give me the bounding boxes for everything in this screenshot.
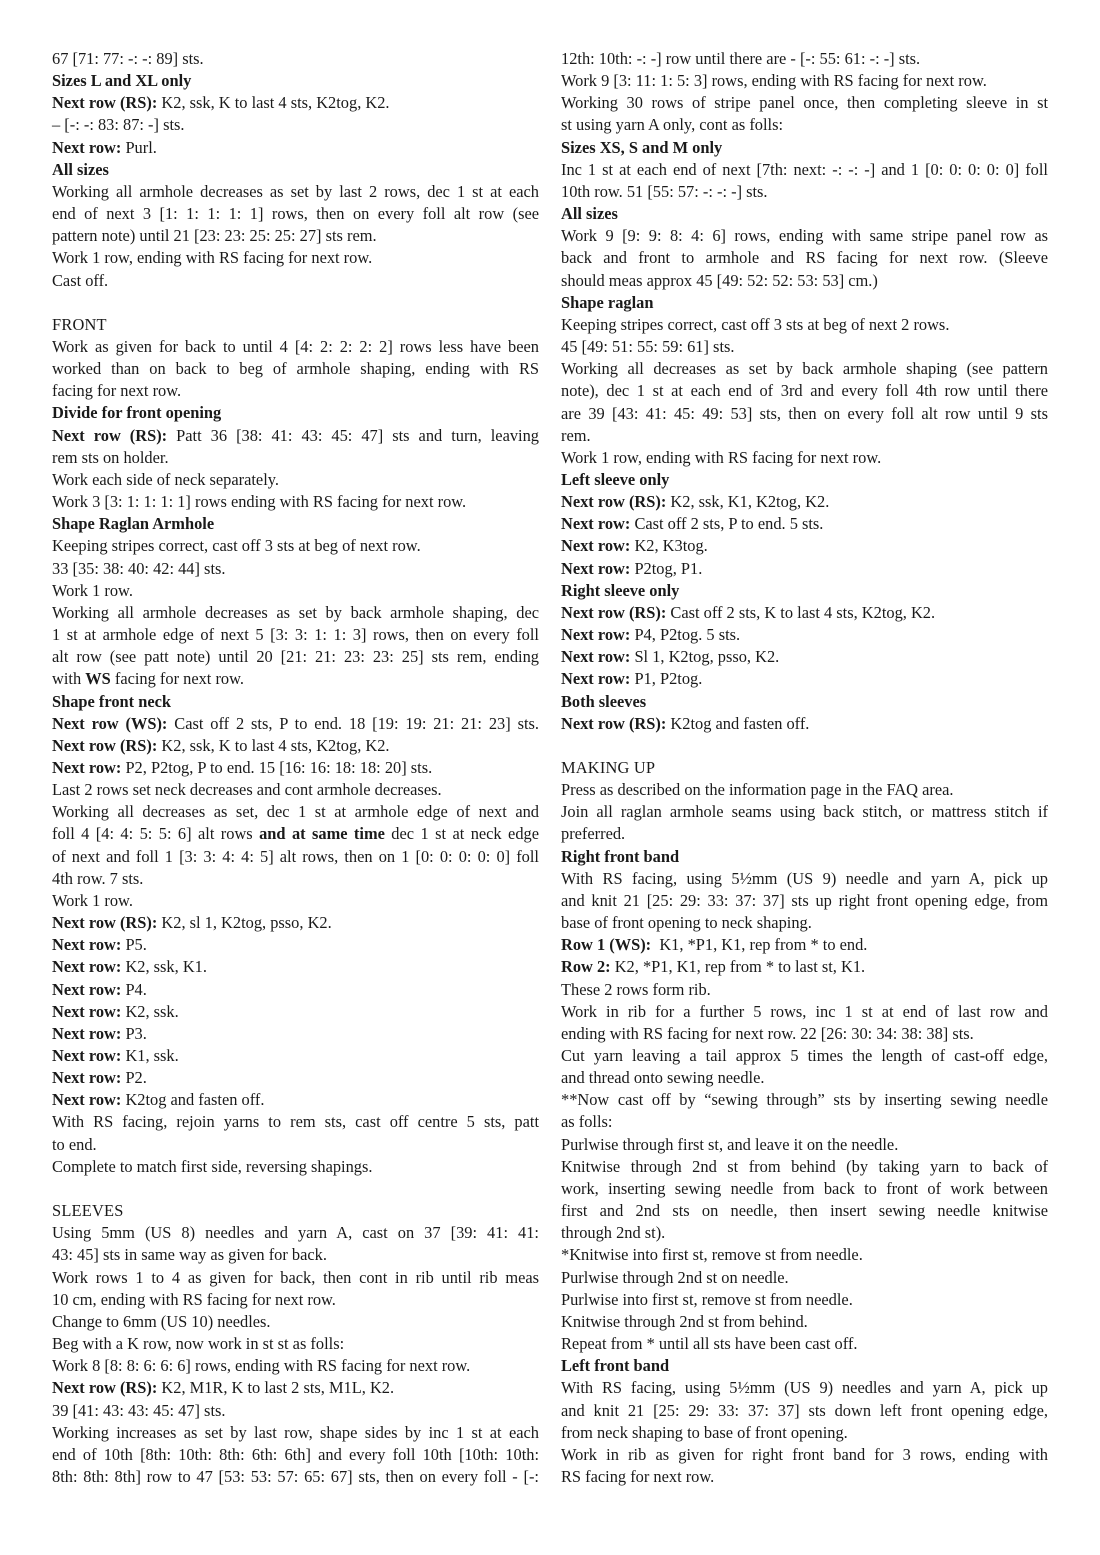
- text-line: Repeat from * until all sts have been cast off.: [561, 1334, 858, 1354]
- text-line: These 2 rows form rib.: [561, 979, 711, 999]
- row-label: Next row (RS):: [52, 93, 158, 113]
- text-line: rem sts on holder.: [52, 447, 169, 467]
- instruction-row: [52, 1045, 539, 1067]
- text-line: Work rows 1 to 4 as given for back, then cont in rib until rib meas: [52, 1267, 539, 1287]
- text-line: With RS facing, rejoin yarns to rem sts, cast off centre 5 sts, patt: [52, 1112, 539, 1132]
- row-text: K2, ssk, K to last 4 sts, K2tog, K2.: [157, 735, 390, 755]
- row-label: Next row:: [52, 957, 122, 977]
- text-line: base of front opening to neck shaping.: [561, 913, 812, 933]
- text-line: Cast off.: [52, 270, 109, 290]
- text-line: Working 30 rows of stripe panel once, then completing sleeve in st: [561, 93, 1048, 113]
- text-line: 43: 45] sts in same way as given for back.: [52, 1245, 327, 1265]
- instruction-row: [52, 1001, 539, 1023]
- text-line: Work each side of neck separately.: [52, 469, 279, 489]
- text-span: dec 1 st at neck edge: [384, 824, 539, 844]
- text-line: Join all raglan armhole seams using back stitch, or mattress stitch if: [561, 802, 1048, 822]
- row-label: Row 1 (WS):: [561, 935, 652, 955]
- row-label: Row 2:: [561, 957, 611, 977]
- text-line: RS facing for next row.: [561, 1466, 715, 1486]
- row-label: Next row (RS):: [561, 492, 667, 512]
- section-title-sleeves: SLEEVES: [52, 1201, 124, 1221]
- size-heading: Sizes L and XL only: [52, 71, 192, 91]
- text-line: Purlwise through 2nd st on needle.: [561, 1267, 789, 1287]
- subsection-heading: Left sleeve only: [561, 469, 670, 489]
- text-line: Working all decreases as set by back armhole shaping (see pattern: [561, 359, 1048, 379]
- text-line: – [-: -: 83: 87: -] sts.: [52, 115, 185, 135]
- text-line: Knitwise through 2nd st from behind.: [561, 1311, 808, 1331]
- text-line: Work 9 [9: 9: 8: 4: 6] rows, ending with same stripe panel row as: [561, 226, 1048, 246]
- text-line: are 39 [43: 41: 45: 49: 53] sts, then on every foll alt row until 9 sts: [561, 403, 1048, 423]
- row-text: K2, *P1, K1, rep from * to last st, K1.: [610, 957, 866, 977]
- row-text: P5.: [121, 935, 147, 955]
- row-label: Next row (RS):: [561, 602, 667, 622]
- row-label: Next row (RS):: [52, 735, 158, 755]
- text-line: as folls:: [561, 1112, 613, 1132]
- instruction-row: [561, 646, 1048, 668]
- row-label: Next row:: [561, 647, 631, 667]
- text-line: With RS facing, using 5½mm (US 9) needles and yarn A, pick up: [561, 1378, 1048, 1398]
- size-heading: Sizes XS, S and M only: [561, 137, 723, 157]
- row-text: P3.: [121, 1023, 147, 1043]
- text-line: and thread onto sewing needle.: [561, 1068, 765, 1088]
- row-text: K2, M1R, K to last 2 sts, M1L, K2.: [157, 1378, 395, 1398]
- text-line: preferred.: [561, 824, 626, 844]
- row-text: K2, ssk.: [121, 1001, 179, 1021]
- text-line: ending with RS facing for next row. 22 [26: 30: 34: 38: 38] sts.: [561, 1023, 974, 1043]
- subsection-heading: Shape raglan: [561, 292, 654, 312]
- text-line: 8th: 8th: 8th] row to 47 [53: 53: 57: 65: 67] sts, then on every foll - [-:: [52, 1466, 539, 1486]
- row-label: Next row:: [52, 1023, 122, 1043]
- instruction-row: [52, 713, 539, 735]
- instruction-row: [52, 1089, 539, 1111]
- row-label: Next row:: [52, 1068, 122, 1088]
- text-line: work, inserting sewing needle from back to front of work between: [561, 1178, 1048, 1198]
- text-line: 12th: 10th: -: -] row until there are - [-: 55: 61: -: -] sts.: [561, 49, 921, 68]
- text-line: worked than on back to beg of armhole shaping, ending with RS: [52, 359, 539, 379]
- text-line: 39 [41: 43: 43: 45: 47] sts.: [52, 1400, 226, 1420]
- row-label: Next row:: [52, 1046, 122, 1066]
- row-text: K2, K3tog.: [630, 536, 708, 556]
- row-text: P2, P2tog, P to end. 15 [16: 16: 18: 18: 20] sts.: [121, 757, 433, 777]
- text-span: facing for next row.: [110, 669, 244, 689]
- text-line: 45 [49: 51: 55: 59: 61] sts.: [561, 337, 735, 357]
- text-line: 33 [35: 38: 40: 42: 44] sts.: [52, 558, 226, 578]
- row-label: Next row:: [52, 757, 122, 777]
- text-line: Work in rib as given for right front band for 3 rows, ending with: [561, 1444, 1048, 1464]
- text-line: Work 1 row, ending with RS facing for next row.: [561, 447, 882, 467]
- row-text: Cast off 2 sts, K to last 4 sts, K2tog, K2.: [666, 602, 936, 622]
- row-text: Sl 1, K2tog, psso, K2.: [630, 647, 780, 667]
- text-line: Work as given for back to until 4 [4: 2: 2: 2: 2] rows less have been: [52, 337, 539, 357]
- emphasis-text: WS: [85, 669, 111, 689]
- row-label: Next row (RS):: [52, 1378, 158, 1398]
- text-line: alt row (see patt note) until 20 [21: 21: 23: 23: 25] sts rem, ending: [52, 647, 539, 667]
- text-line: Purlwise into first st, remove st from needle.: [561, 1289, 853, 1309]
- text-line: and knit 21 [25: 29: 33: 37: 37] sts up right front opening edge, from: [561, 890, 1048, 910]
- row-text: P4, P2tog. 5 sts.: [630, 625, 741, 645]
- text-line: Inc 1 st at each end of next [7th: next: -: -: -] and 1 [0: 0: 0: 0: 0] foll: [561, 159, 1048, 179]
- row-text: P1, P2tog.: [630, 669, 703, 689]
- instruction-row: [561, 602, 1048, 624]
- text-line: Work 8 [8: 8: 6: 6: 6] rows, ending with RS facing for next row.: [52, 1356, 471, 1376]
- instruction-row: [52, 956, 539, 978]
- row-label: Next row:: [561, 558, 631, 578]
- row-text: K2, ssk, K to last 4 sts, K2tog, K2.: [157, 93, 390, 113]
- instruction-row: [561, 713, 1048, 735]
- text-line: With RS facing, using 5½mm (US 9) needle and yarn A, pick up: [561, 868, 1048, 888]
- instruction-row: [52, 92, 539, 114]
- text-line: Using 5mm (US 8) needles and yarn A, cast on 37 [39: 41: 41:: [52, 1223, 539, 1243]
- text-line: first and 2nd sts on needle, then insert sewing needle knitwise: [561, 1201, 1048, 1221]
- instruction-row: [561, 668, 1048, 690]
- text-line: Last 2 rows set neck decreases and cont armhole decreases.: [52, 780, 442, 800]
- text-line: Working increases as set by last row, shape sides by inc 1 st at each: [52, 1422, 539, 1442]
- row-text: Patt 36 [38: 41: 43: 45: 47] sts and turn, leaving: [167, 425, 539, 445]
- row-text: K2tog and fasten off.: [666, 713, 810, 733]
- instruction-row: [561, 513, 1048, 535]
- text-line: end of 10th [8th: 10th: 8th: 6th: 6th] and every foll 10th [10th: 10th:: [52, 1444, 539, 1464]
- row-text: K2, ssk, K1, K2tog, K2.: [666, 492, 830, 512]
- row-text: P2tog, P1.: [630, 558, 703, 578]
- subsection-heading: Right sleeve only: [561, 580, 680, 600]
- text-line: rem.: [561, 425, 591, 445]
- row-text: P2.: [121, 1068, 147, 1088]
- row-label: Next row:: [561, 536, 631, 556]
- text-line: Beg with a K row, now work in st st as folls:: [52, 1334, 345, 1354]
- row-text: K2tog and fasten off.: [121, 1090, 265, 1110]
- text-line: *Knitwise into first st, remove st from needle.: [561, 1245, 863, 1265]
- row-label: Next row:: [561, 514, 631, 534]
- text-line: Work in rib for a further 5 rows, inc 1 st at end of last row and: [561, 1001, 1048, 1021]
- text-line: Work 3 [3: 1: 1: 1: 1] rows ending with RS facing for next row.: [52, 492, 467, 512]
- text-line: Keeping stripes correct, cast off 3 sts at beg of next row.: [52, 536, 421, 556]
- instruction-row: [561, 624, 1048, 646]
- text-line: Work 1 row, ending with RS facing for next row.: [52, 248, 373, 268]
- section-title-making-up: MAKING UP: [561, 757, 656, 777]
- text-line: to end.: [52, 1134, 97, 1154]
- text-line: Working all armhole decreases as set by last 2 rows, dec 1 st at each: [52, 181, 539, 201]
- row-label: Next row (RS):: [52, 913, 158, 933]
- instruction-row: [52, 1023, 539, 1045]
- text-line: Keeping stripes correct, cast off 3 sts at beg of next 2 rows.: [561, 314, 950, 334]
- subsection-heading: Shape Raglan Armhole: [52, 514, 215, 534]
- text-line: through 2nd st).: [561, 1223, 666, 1243]
- row-text: K2, sl 1, K2tog, psso, K2.: [157, 913, 332, 933]
- instruction-row: [52, 934, 539, 956]
- instruction-row: [561, 535, 1048, 557]
- row-label: Next row:: [52, 1001, 122, 1021]
- text-line: Complete to match first side, reversing shapings.: [52, 1156, 373, 1176]
- instruction-row: [52, 1067, 539, 1089]
- text-line: 10 cm, ending with RS facing for next row.: [52, 1289, 336, 1309]
- subsection-heading: Shape front neck: [52, 691, 171, 711]
- row-text: K1, ssk.: [121, 1046, 179, 1066]
- row-label: Next row:: [52, 1090, 122, 1110]
- text-line: should meas approx 45 [49: 52: 52: 53: 53] cm.): [561, 270, 878, 290]
- text-span: foll 4 [4: 4: 5: 5: 6] alt rows: [52, 824, 260, 844]
- row-label: Next row:: [52, 979, 122, 999]
- text-line: Working all armhole decreases as set by back armhole shaping, dec: [52, 602, 539, 622]
- text-line: Press as described on the information page in the FAQ area.: [561, 780, 954, 800]
- instruction-row: [52, 425, 539, 447]
- emphasis-text: and at same time: [259, 824, 385, 844]
- instruction-row: [52, 757, 539, 779]
- instruction-row: [52, 979, 539, 1001]
- text-line: 4th row. 7 sts.: [52, 868, 144, 888]
- subsection-heading: Divide for front opening: [52, 403, 222, 423]
- subsection-heading: Right front band: [561, 846, 680, 866]
- row-text: Cast off 2 sts, P to end. 18 [19: 19: 21: 21: 23] sts.: [167, 713, 539, 733]
- text-line: [52, 823, 539, 845]
- text-line: 67 [71: 77: -: -: 89] sts.: [52, 49, 204, 68]
- row-text: Cast off 2 sts, P to end. 5 sts.: [630, 514, 824, 534]
- text-line: of next and foll 1 [3: 3: 4: 4: 5] alt rows, then on 1 [0: 0: 0: 0: 0] foll: [52, 846, 539, 866]
- size-heading: All sizes: [561, 204, 618, 224]
- text-line: and knit 21 [25: 29: 33: 37: 37] sts down left front opening edge,: [561, 1400, 1048, 1420]
- text-line: end of next 3 [1: 1: 1: 1: 1] rows, then on every foll alt row (see: [52, 204, 539, 224]
- row-text: P4.: [121, 979, 147, 999]
- text-line: Work 1 row.: [52, 580, 133, 600]
- row-label: Next row:: [561, 669, 631, 689]
- row-label: Next row:: [52, 137, 122, 157]
- text-line: back and front to armhole and RS facing for next row. (Sleeve: [561, 248, 1048, 268]
- text-line: facing for next row.: [52, 381, 182, 401]
- size-heading: All sizes: [52, 159, 109, 179]
- section-title-front: FRONT: [52, 314, 107, 334]
- row-label: Next row (RS):: [52, 425, 168, 445]
- text-line: **Now cast off by “sewing through” sts by inserting sewing needle: [561, 1090, 1048, 1110]
- text-line: Knitwise through 2nd st from behind (by taking yarn to back of: [561, 1156, 1048, 1176]
- row-label: Next row (RS):: [561, 713, 667, 733]
- text-line: Purlwise through first st, and leave it on the needle.: [561, 1134, 899, 1154]
- right-column: [561, 48, 1048, 1488]
- instruction-row: [52, 1377, 539, 1399]
- text-line: 1 st at armhole edge of next 5 [3: 3: 1: 1: 3] rows, then on every foll: [52, 625, 539, 645]
- instruction-row: [52, 912, 539, 934]
- row-label: Next row:: [561, 625, 631, 645]
- text-line: [52, 668, 539, 690]
- text-span: with: [52, 669, 86, 689]
- text-line: pattern note) until 21 [23: 23: 25: 25: 27] sts rem.: [52, 226, 377, 246]
- subsection-heading: Left front band: [561, 1356, 670, 1376]
- text-line: Change to 6mm (US 10) needles.: [52, 1311, 271, 1331]
- text-line: 10th row. 51 [55: 57: -: -: -] sts.: [561, 181, 768, 201]
- row-text: Purl.: [121, 137, 157, 157]
- text-line: Cut yarn leaving a tail approx 5 times the length of cast-off edge,: [561, 1046, 1048, 1066]
- text-line: Work 9 [3: 11: 1: 5: 3] rows, ending with RS facing for next row.: [561, 71, 987, 91]
- instruction-row: [561, 558, 1048, 580]
- text-line: st using yarn A only, cont as folls:: [561, 115, 784, 135]
- text-line: from neck shaping to base of front opening.: [561, 1422, 848, 1442]
- instruction-row: [561, 956, 1048, 978]
- instruction-row: [561, 934, 1048, 956]
- row-text: K1, *P1, K1, rep from * to end.: [651, 935, 868, 955]
- row-text: K2, ssk, K1.: [121, 957, 207, 977]
- subsection-heading: Both sleeves: [561, 691, 647, 711]
- text-line: Work 1 row.: [52, 890, 133, 910]
- left-column: [52, 48, 539, 1488]
- row-label: Next row:: [52, 935, 122, 955]
- text-line: note), dec 1 st at each end of 3rd and every foll 4th row until there: [561, 381, 1048, 401]
- instruction-row: [52, 735, 539, 757]
- row-label: Next row (WS):: [52, 713, 168, 733]
- instruction-row: [561, 491, 1048, 513]
- text-line: Working all decreases as set, dec 1 st at armhole edge of next and: [52, 802, 539, 822]
- instruction-row: [52, 137, 539, 159]
